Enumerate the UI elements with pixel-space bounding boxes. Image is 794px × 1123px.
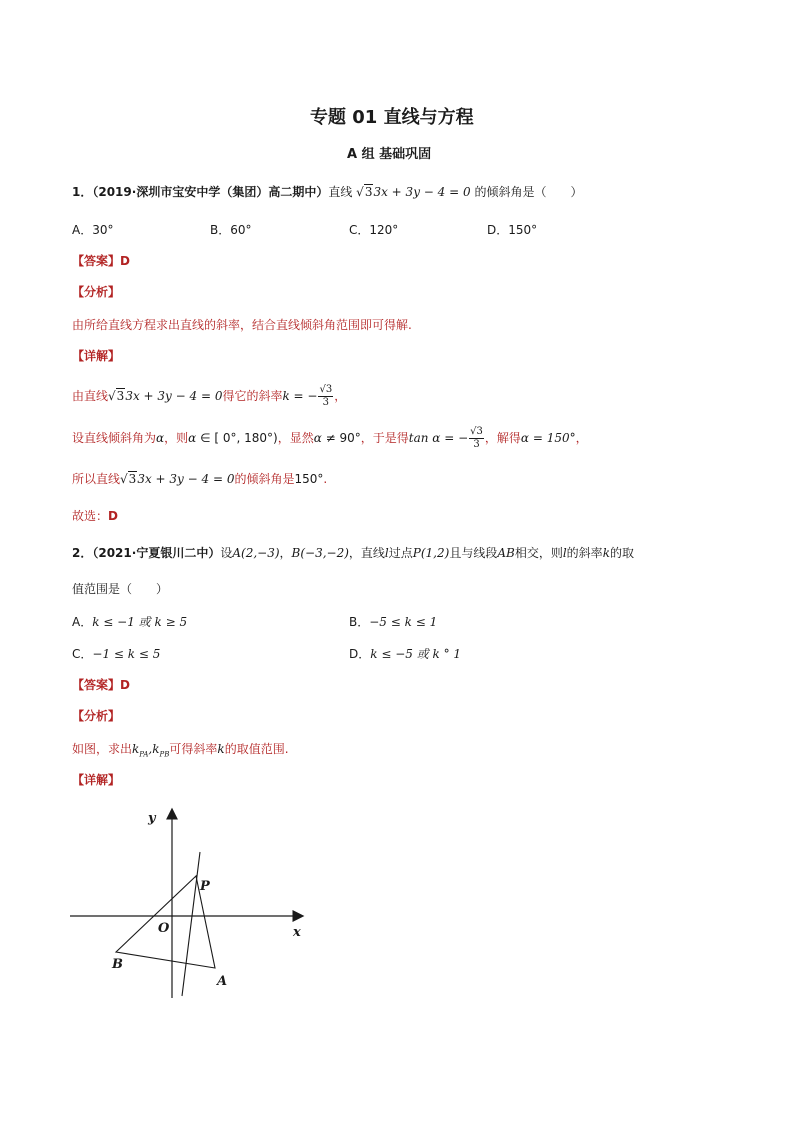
q2-answer: 【答案】D	[72, 678, 130, 692]
group-subtitle: A 组 基础巩固	[347, 147, 432, 162]
q1-detail-line1: 由直线√33x + 3y − 4 = 0得它的斜率k = − $\frac{√3}{3}$ ，	[72, 384, 347, 408]
q1-answer: 【答案】D	[72, 254, 130, 268]
line-l	[182, 852, 200, 996]
q2-analysis-tag: 【分析】	[72, 709, 121, 723]
q1-detail-line2: 设直线倾斜角为α，则α ∈ [ 0°, 180°)，显然α ≠ 90°，于是得tan α = − $\frac{√3}{3}$ ，解得α = 150°，	[72, 426, 588, 450]
y-axis-label: y	[148, 811, 156, 826]
q2-stem-line2: 值范围是（ ）	[72, 582, 169, 596]
q1-option-b: B．60°	[210, 223, 252, 237]
q2-source: （2021·宁夏银川二中）	[92, 546, 221, 560]
origin-label: O	[158, 921, 170, 936]
q1-option-c: C．120°	[349, 223, 399, 237]
q1-detail-line3: 所以直线√33x + 3y − 4 = 0的倾斜角是150°.	[72, 472, 328, 486]
q1-option-d: D．150°	[487, 223, 538, 237]
q1-analysis-text: 由所给直线方程求出直线的斜率，结合直线倾斜角范围即可得解.	[72, 318, 412, 332]
q1-detail-tag: 【详解】	[72, 349, 121, 363]
coordinate-figure	[60, 800, 320, 1010]
point-b-label: B	[112, 957, 123, 972]
q1-source: （2019·深圳市宝安中学（集团）高二期中）	[92, 185, 329, 199]
q1-choose: 故选：D	[72, 509, 118, 523]
point-p-label: P	[200, 879, 210, 894]
q1-option-a: A．30°	[72, 223, 114, 237]
q2-analysis-text: 如图，求出$k_{PA},k_{PB}$可得斜率k的取值范围.	[72, 742, 289, 759]
q2-stem-line1: 2．（2021·宁夏银川二中）设A(2,−3)，B(−3,−2)，直线l过点P(1,2)且与线段AB相交，则l的斜率k的取	[72, 546, 634, 560]
q1-stem: 1．（2019·深圳市宝安中学（集团）高二期中）直线 √33x + 3y − 4 = 0 的倾斜角是（ ）	[72, 185, 583, 199]
page-title: 专题 01 直线与方程	[310, 107, 474, 128]
q1-analysis-tag: 【分析】	[72, 285, 121, 299]
q2-option-a: A．k ≤ −1 或 k ≥ 5	[72, 615, 188, 629]
q1-equation: √33x + 3y − 4 = 0	[356, 185, 471, 199]
point-a-label: A	[217, 974, 228, 989]
q2-option-b: B．−5 ≤ k ≤ 1	[349, 615, 438, 629]
x-axis-label: x	[293, 925, 301, 940]
q2-option-d: D．k ≤ −5 或 k ° 1	[349, 647, 462, 661]
q2-option-c: C．−1 ≤ k ≤ 5	[72, 647, 161, 661]
q2-detail-tag: 【详解】	[72, 773, 121, 787]
